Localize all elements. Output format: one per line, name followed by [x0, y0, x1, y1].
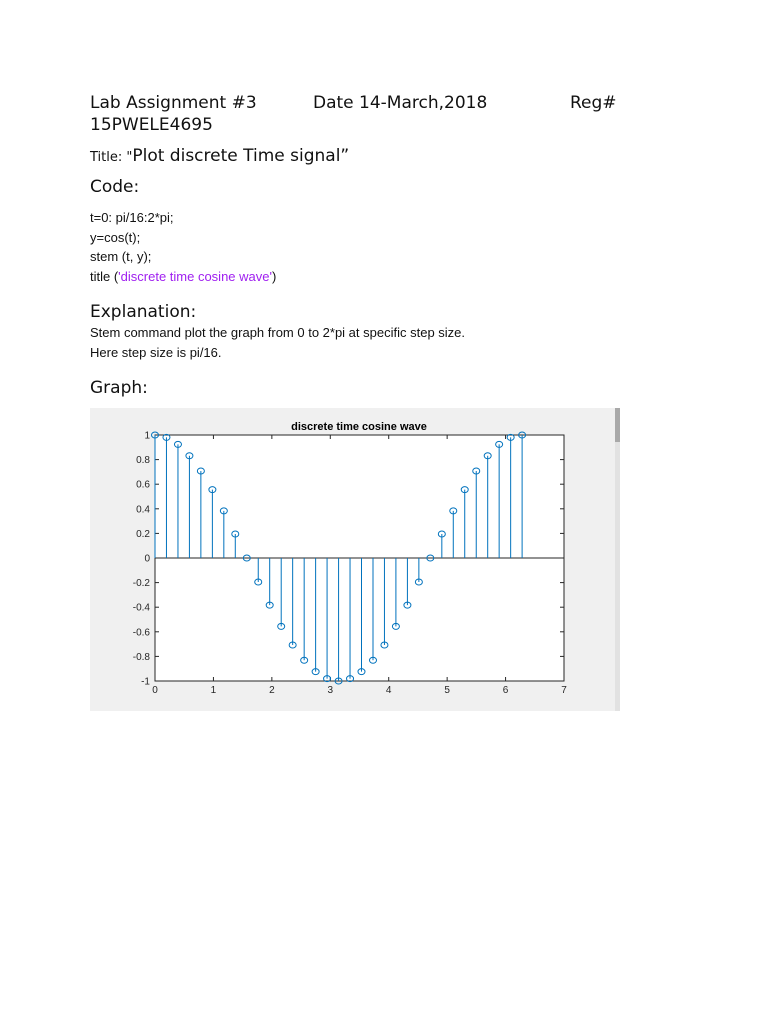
title-line: [90, 144, 630, 170]
y-tick-label: 0.4: [136, 504, 150, 516]
code-block: [90, 208, 630, 286]
x-tick-label: 0: [152, 685, 158, 696]
lab-assignment-label: Lab Assignment #3: [90, 93, 257, 113]
figure-scrollbar[interactable]: [615, 408, 620, 711]
code-string-literal: 'discrete time cosine wave': [118, 268, 272, 284]
y-tick-label: 0.6: [136, 479, 150, 491]
title-value: Plot discrete Time signal”: [132, 146, 350, 166]
y-tick-label: 0: [144, 553, 150, 565]
title-label: Title: ": [90, 150, 133, 165]
code-line-1: t=0: pi/16:2*pi;: [90, 210, 174, 225]
code-line-4-prefix: title (: [90, 268, 119, 284]
y-tick-label: -1: [141, 676, 150, 688]
document-page: [90, 92, 630, 399]
x-tick-label: 4: [385, 685, 392, 696]
matlab-figure: [90, 408, 620, 711]
date-label: Date 14-March,2018: [313, 93, 488, 113]
header-line: [90, 92, 630, 114]
reg-label: Reg#: [570, 93, 617, 113]
y-tick-label: -0.6: [132, 627, 150, 639]
figure-scrollbar-thumb[interactable]: [615, 408, 620, 442]
x-tick-label: 7: [561, 685, 567, 696]
stem-chart: [90, 408, 615, 711]
y-tick-label: -0.4: [132, 602, 150, 614]
reg-number: 15PWELE4695: [90, 115, 213, 135]
explanation-heading: Explanation:: [90, 302, 197, 322]
x-tick-label: 2: [269, 685, 275, 696]
chart-title: discrete time cosine wave: [291, 421, 427, 433]
explanation-line-2: Here step size is pi/16.: [90, 344, 222, 360]
explanation-line-1: Stem command plot the graph from 0 to 2*pi at specific step size.: [90, 325, 466, 340]
x-tick-label: 1: [210, 685, 217, 696]
x-tick-label: 5: [444, 685, 450, 696]
y-tick-label: 0.8: [136, 455, 150, 467]
y-tick-label: 1: [144, 430, 150, 442]
code-line-3: stem (t, y);: [90, 249, 152, 264]
graph-heading: Graph:: [90, 378, 148, 398]
y-tick-label: -0.8: [132, 651, 150, 663]
code-line-2: y=cos(t);: [90, 229, 141, 245]
code-line-4: [90, 267, 630, 287]
y-tick-label: 0.2: [136, 528, 150, 540]
x-tick-label: 6: [502, 685, 509, 696]
y-tick-label: -0.2: [132, 578, 150, 590]
code-line-4-suffix: ): [271, 268, 277, 284]
code-heading: Code:: [90, 177, 140, 197]
x-tick-label: 3: [327, 685, 334, 696]
